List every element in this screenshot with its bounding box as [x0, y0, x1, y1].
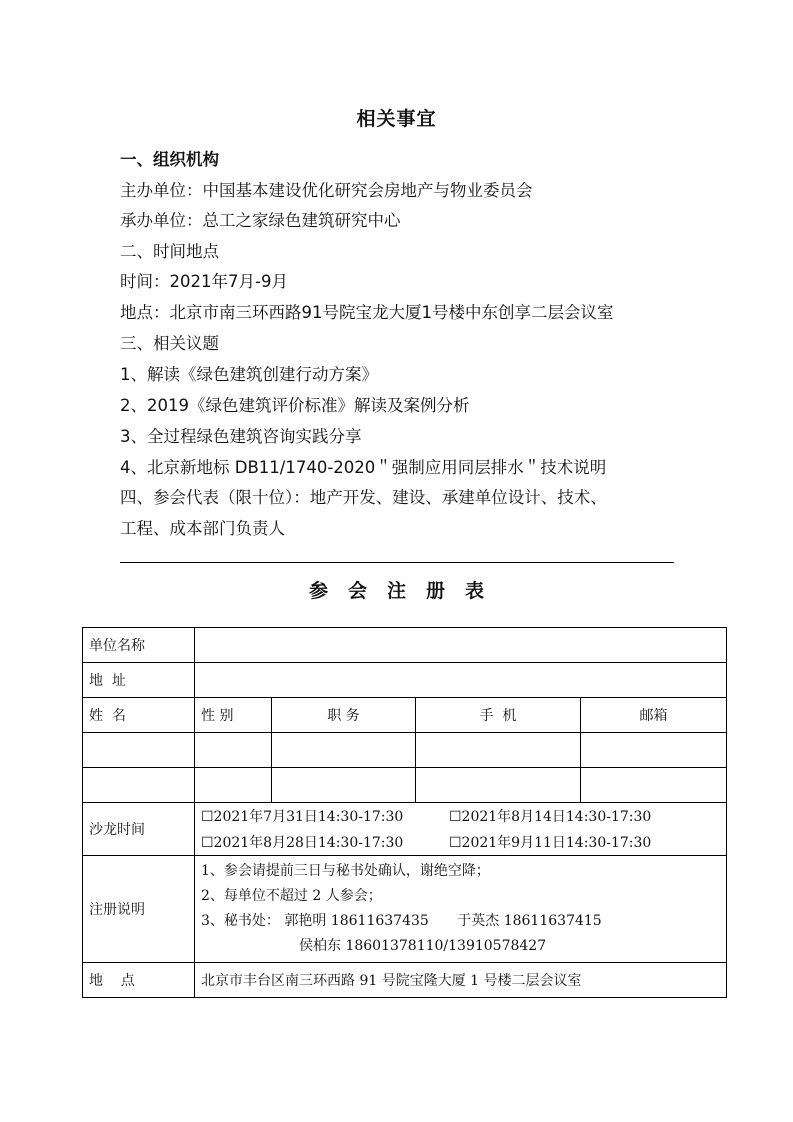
gender-cell[interactable] — [195, 733, 272, 768]
note-line: 2、每单位不超过 2 人参会； — [201, 888, 382, 904]
organizer-line: 承办单位：总工之家绿色建筑研究中心 — [120, 211, 401, 230]
divider — [120, 562, 674, 563]
salon-option-checkbox[interactable]: ☐2021年8月28日14:30-17:30 — [201, 835, 404, 851]
topics-heading: 三、相关议题 — [120, 334, 219, 353]
email-cell[interactable] — [581, 768, 727, 803]
table-row — [83, 768, 727, 803]
unit-name-field[interactable] — [195, 628, 727, 663]
salon-label: 沙龙时间 — [83, 803, 195, 856]
header-position: 职 务 — [272, 698, 416, 733]
phone-cell[interactable] — [416, 733, 581, 768]
time-place-heading: 二、时间地点 — [120, 242, 219, 261]
position-cell[interactable] — [272, 768, 416, 803]
phone-cell[interactable] — [416, 768, 581, 803]
topic-item: 3、全过程绿色建筑咨询实践分享 — [120, 427, 362, 446]
salon-option-checkbox[interactable]: ☐2021年8月14日14:30-17:30 — [449, 809, 652, 825]
notes-content — [195, 856, 727, 963]
host-line: 主办单位：中国基本建设优化研究会房地产与物业委员会 — [120, 181, 533, 200]
topic-item: 4、北京新地标 DB11/1740-2020＂强制应用同层排水＂技术说明 — [120, 458, 607, 477]
address-field[interactable] — [195, 663, 727, 698]
registration-table — [82, 627, 727, 998]
name-cell[interactable] — [83, 768, 195, 803]
form-title: 参会注册表 — [308, 580, 504, 602]
attendees-line-cont: 工程、成本部门负责人 — [120, 519, 285, 538]
address-label: 地 址 — [83, 663, 195, 698]
salon-option-checkbox[interactable]: ☐2021年7月31日14:30-17:30 — [201, 809, 404, 825]
note-line — [201, 909, 720, 934]
header-phone: 手 机 — [416, 698, 581, 733]
org-heading: 一、组织机构 — [120, 150, 219, 169]
header-gender: 性 别 — [195, 698, 272, 733]
location-label: 地 点 — [83, 963, 195, 998]
topic-item: 2、2019《绿色建筑评价标准》解读及案例分析 — [120, 396, 470, 415]
attendees-line: 四、参会代表（限十位）：地产开发、建设、承建单位设计、技术、 — [120, 488, 607, 507]
table-row — [83, 733, 727, 768]
salon-option-checkbox[interactable]: ☐2021年9月11日14:30-17:30 — [449, 835, 652, 851]
position-cell[interactable] — [272, 733, 416, 768]
time-line: 时间：2021年7月-9月 — [120, 272, 288, 291]
contact-1: 郭艳明 18611637435 — [284, 913, 429, 929]
note-prefix: 3、秘书处： — [201, 913, 280, 929]
page-title: 相关事宜 — [356, 108, 437, 130]
unit-name-label: 单位名称 — [83, 628, 195, 663]
header-email: 邮箱 — [581, 698, 727, 733]
place-line: 地点：北京市南三环西路91号院宝龙大厦1号楼中东创享二层会议室 — [120, 303, 614, 322]
location-value: 北京市丰台区南三环西路 91 号院宝隆大厦 1 号楼二层会议室 — [195, 963, 727, 998]
topic-item: 1、解读《绿色建筑创建行动方案》 — [120, 365, 378, 384]
note-line: 1、参会请提前三日与秘书处确认，谢绝空降； — [201, 863, 490, 879]
contact-3: 侯柏东 18601378110/13910578427 — [299, 938, 547, 954]
salon-options — [195, 803, 727, 856]
name-cell[interactable] — [83, 733, 195, 768]
email-cell[interactable] — [581, 733, 727, 768]
notes-label: 注册说明 — [83, 856, 195, 963]
gender-cell[interactable] — [195, 768, 272, 803]
header-name: 姓 名 — [83, 698, 195, 733]
contact-2: 于英杰 18611637415 — [457, 913, 602, 929]
